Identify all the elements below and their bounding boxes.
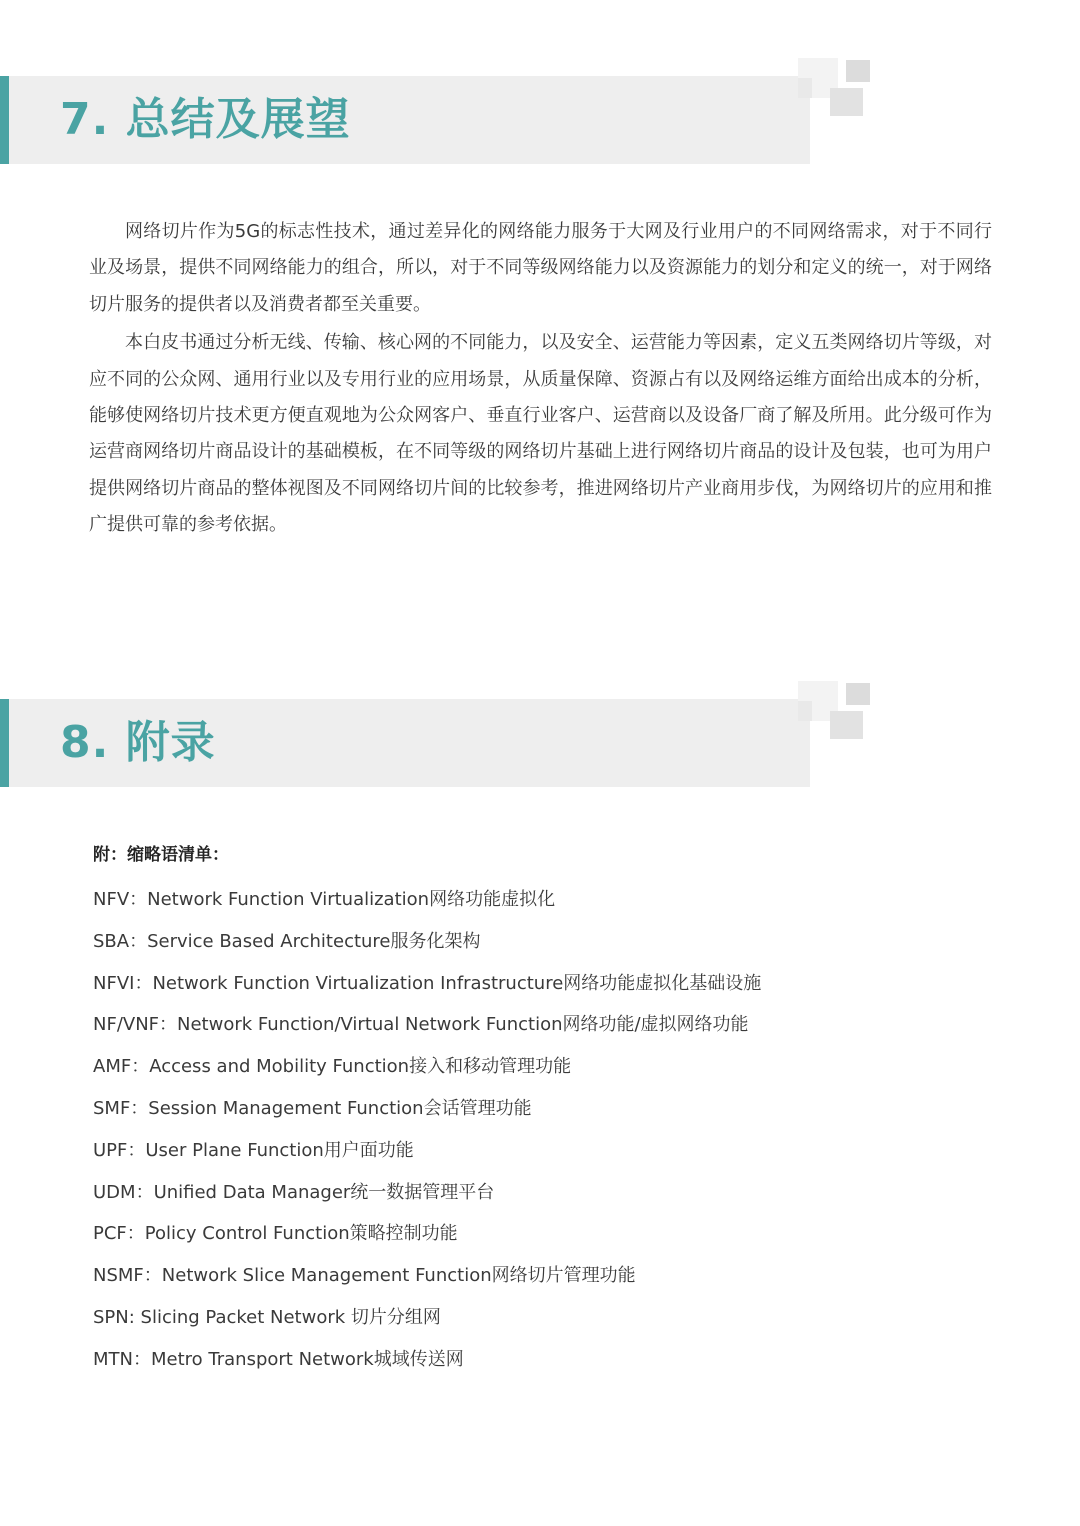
section-8-title: 8. 附录 — [60, 717, 216, 768]
decor-square — [846, 683, 870, 705]
decor-square — [830, 88, 863, 116]
decor-square — [798, 78, 812, 98]
section-8-decoration — [798, 681, 888, 751]
section-7-title: 7. 总结及展望 — [60, 94, 351, 145]
abbreviation-item: UPF：User Plane Function用户面功能 — [93, 1139, 414, 1161]
paragraph: 网络切片作为5G的标志性技术，通过差异化的网络能力服务于大网及行业用户的不同网络需求，对于不同行业及场景，提供不同网络能力的组合，所以，对于不同等级网络能力以及资源能力的划分和定义的统一，对于网络切片服务的提供者以及消费者都至关重要。 — [89, 221, 992, 315]
decor-square — [846, 60, 870, 82]
abbreviation-item: AMF：Access and Mobility Function接入和移动管理功能 — [93, 1056, 572, 1078]
abbreviation-item: NSMF：Network Slice Management Function网络切片管理功能 — [93, 1265, 636, 1287]
abbreviation-item: SBA：Service Based Architecture服务化架构 — [93, 930, 481, 952]
abbreviation-item: NFV：Network Function Virtualization网络功能虚拟化 — [93, 889, 556, 910]
paragraph: 本白皮书通过分析无线、传输、核心网的不同能力，以及安全、运营能力等因素，定义五类网络切片等级，对应不同的公众网、通用行业以及专用行业的应用场景，从质量保障、资源占有以及网络运维方面给出成本的分析，能够使网络切片技术更方便直观地为公众网客户、垂直行业客户、运营商以及设备厂商了解及所用。此分级可作为运营商网络切片商品设计的基础模板，在不同等级的网络切片基础上进行网络切片商品的设计及包装，也可为用户提供网络切片商品的整体视图及不同网络切片间的比较参考，推进网络切片产业商用步伐，为网络切片的应用和推广提供可靠的参考依据。 — [89, 332, 992, 536]
section-7-decoration — [798, 58, 888, 128]
decor-square — [830, 711, 863, 739]
abbreviation-item: UDM：Unified Data Manager统一数据管理平台 — [93, 1181, 495, 1203]
abbreviation-item: NFVI：Network Function Virtualization Infrastructure网络功能虚拟化基础设施 — [93, 972, 762, 994]
section-7-accent-bar — [0, 76, 9, 164]
abbreviation-list — [93, 838, 993, 1381]
abbreviation-item: SMF：Session Management Function会话管理功能 — [93, 1097, 532, 1119]
abbreviation-item: NF/VNF：Network Function/Virtual Network Function网络功能/虚拟网络功能 — [93, 1014, 749, 1036]
section-7-header — [0, 76, 810, 164]
decor-square — [798, 701, 812, 721]
abbreviation-item: SPN: Slicing Packet Network 切片分组网 — [93, 1306, 441, 1328]
section-7-body — [89, 214, 992, 546]
section-8-accent-bar — [0, 699, 9, 787]
abbreviation-item: PCF：Policy Control Function策略控制功能 — [93, 1223, 458, 1245]
abbreviation-item: MTN：Metro Transport Network城域传送网 — [93, 1348, 464, 1370]
section-8-header — [0, 699, 810, 787]
abbreviation-list-heading: 附：缩略语清单： — [93, 845, 229, 865]
